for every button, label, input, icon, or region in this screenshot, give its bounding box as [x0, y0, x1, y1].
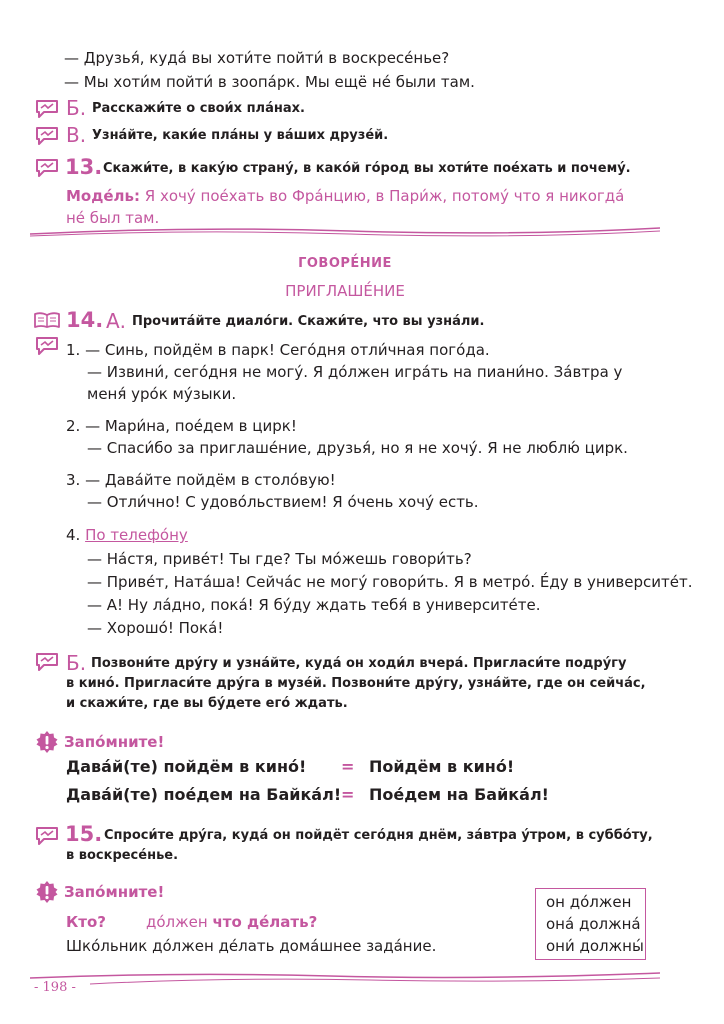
- phrase-right: Пое́дем на Байка́л!: [369, 785, 549, 804]
- exclamation-icon: [35, 730, 59, 754]
- dialog-number: 4.: [66, 526, 81, 544]
- form-line: она́ должна́: [546, 915, 641, 933]
- dialog-line: 2. — Мари́на, пое́дем в цирк!: [66, 417, 297, 435]
- dialog-line: — Мы хоти́м пойти́ в зоопа́рк. Мы ещё не́ были там.: [64, 73, 475, 91]
- model-label: Моде́ль:: [66, 187, 140, 205]
- task-instruction: в воскресе́нье.: [66, 848, 179, 863]
- task-instruction: Позвони́те дру́гу и узна́йте, куда́ он ходи́л вчера́. Пригласи́те подру́гу: [91, 656, 627, 671]
- wave-divider: [30, 968, 660, 988]
- task-instruction: в кино́. Пригласи́те дру́га в музе́й. Позвони́те дру́гу, узна́йте, где он сейча́с,: [66, 676, 646, 691]
- dialog-heading: [66, 525, 188, 545]
- task-letter: В.: [66, 123, 87, 147]
- phrase-left: Дава́й(те) пое́дем на Байка́л!: [66, 785, 342, 804]
- model-text: Я хочу́ пое́хать во Фра́нцию, в Пари́ж, потому́ что я никогда́: [144, 187, 625, 205]
- open-book-icon: [33, 311, 61, 329]
- equals-sign: =: [341, 785, 355, 804]
- task-number: 15.: [65, 822, 103, 846]
- task-letter: Б.: [66, 651, 87, 675]
- speech-bubble-icon: [34, 126, 60, 146]
- dialog-line: — Приве́т, Ната́ша! Сейча́с не могу́ говори́ть. Я в метро́. Е́ду в университе́т.: [87, 573, 693, 591]
- wave-divider: [30, 222, 660, 240]
- remember-title: Запо́мните!: [64, 883, 165, 901]
- speech-bubble-icon: [34, 99, 60, 119]
- form-line: они́ должны́: [546, 937, 644, 955]
- dialog-line: — Отли́чно! С удово́льствием! Я о́чень хочу́ есть.: [87, 493, 479, 511]
- task-number: 13.: [65, 155, 103, 179]
- dialog-line: — Друзья́, куда́ вы хоти́те пойти́ в воскресе́нье?: [64, 49, 450, 67]
- phrase-left: Дава́й(те) пойдём в кино́!: [66, 757, 307, 776]
- example-sentence: Шко́льник до́лжен де́лать дома́шнее зада́ние.: [66, 937, 437, 955]
- section-subtitle: ПРИГЛАШЕ́НИЕ: [285, 282, 405, 300]
- exclamation-icon: [35, 880, 59, 904]
- task-instruction: и скажи́те, где вы бу́дете его́ ждать.: [66, 696, 348, 711]
- question-prefix: до́лжен: [146, 913, 208, 931]
- dialog-title-link[interactable]: По телефо́ну: [85, 526, 188, 544]
- dialog-line: 3. — Дава́йте пойдём в столо́вую!: [66, 471, 336, 489]
- question-bold: что де́лать?: [212, 913, 318, 931]
- dialog-line: 1. — Синь, пойдём в парк! Сего́дня отли́чная пого́да.: [66, 341, 490, 359]
- model-text-continued: не́ был там.: [66, 209, 160, 227]
- task-instruction: Узна́йте, каки́е пла́ны у ва́ших друзе́й.: [92, 128, 389, 143]
- speech-bubble-icon: [34, 158, 60, 178]
- dialog-line: — На́стя, приве́т! Ты где? Ты мо́жешь говори́ть?: [87, 550, 472, 568]
- dialog-line: — А! Ну ла́дно, пока́! Я бу́ду ждать тебя́ в университе́те.: [87, 596, 541, 614]
- remember-title: Запо́мните!: [64, 733, 165, 751]
- section-title: ГОВОРЕ́НИЕ: [298, 256, 392, 271]
- task-instruction: Прочита́йте диало́ги. Скажи́те, что вы узна́ли.: [132, 314, 485, 329]
- model-line: [66, 186, 624, 206]
- speech-bubble-icon: [34, 826, 60, 846]
- task-instruction: Расскажи́те о свои́х пла́нах.: [92, 101, 305, 116]
- dialog-line: — Извини́, сего́дня не могу́. Я до́лжен игра́ть на пиани́но. За́втра у: [87, 363, 623, 381]
- form-line: он до́лжен: [546, 893, 632, 911]
- task-number: 14.: [66, 308, 104, 332]
- task-instruction: Скажи́те, в каку́ю страну́, в како́й го́род вы хоти́те пое́хать и почему́.: [103, 161, 631, 176]
- question-what: [146, 911, 317, 933]
- task-letter: А.: [106, 309, 127, 333]
- dialog-line: — Хорошо́! Пока́!: [87, 619, 224, 637]
- task-letter: Б.: [66, 96, 87, 120]
- task-instruction: Спроси́те дру́га, куда́ он пойдёт сего́дня днём, за́втра у́тром, в суббо́ту,: [104, 828, 653, 843]
- speech-bubble-icon: [34, 336, 60, 356]
- speech-bubble-icon: [34, 652, 60, 672]
- dialog-line: меня́ уро́к му́зыки.: [87, 385, 237, 403]
- equals-sign: =: [341, 757, 355, 776]
- phrase-right: Пойдём в кино́!: [369, 757, 515, 776]
- page-number: - 198 -: [34, 980, 76, 995]
- dialog-line: — Спаси́бо за приглаше́ние, друзья́, но я не хочу́. Я не люблю́ цирк.: [87, 439, 628, 457]
- question-who: Кто?: [66, 913, 106, 931]
